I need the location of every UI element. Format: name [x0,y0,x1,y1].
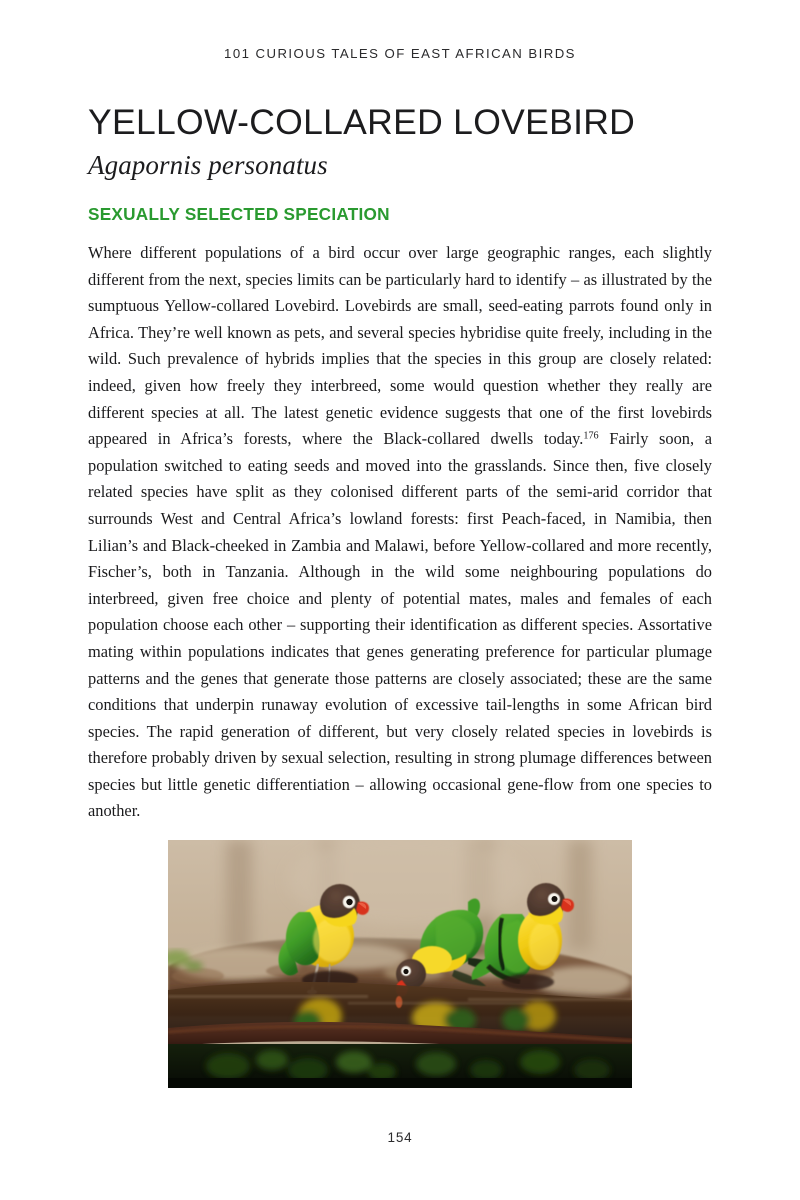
body-text-part-1: Where different populations of a bird occur over large geographic ranges, each slightly different from the next, species limits can be particularly hard to identify – as illustrated by the sumptuous Yellow-collared Lovebird. Lovebirds are small, seed-eating parrots found only in Africa. They’re well known as pets, and several species hybridise quite freely, including in the wild. Such prevalence of hybrids implies that the species in this group are closely related: indeed, given how freely they interbreed, some would question whether they really are different species at all. The latest genetic evidence suggests that one of the first lovebirds appeared in Africa’s forests, where the Black-collared dwells today. [88,243,712,449]
running-head: 101 CURIOUS TALES OF EAST AFRICAN BIRDS [224,46,576,61]
lovebird-photograph [168,840,632,1088]
page-title: YELLOW-COLLARED LOVEBIRD [88,102,636,142]
body-paragraph [88,240,712,825]
page-number: 154 [387,1130,413,1145]
photo-illustration [168,840,632,1088]
body-text-part-2: Fairly soon, a population switched to eating seeds and moved into the grasslands. Since then, five closely related species have split as they colonised different parts of the semi-arid corridor that surrounds West and Central Africa’s lowland forests: first Peach-faced, in Namibia, then Lilian’s and Black-cheeked in Zambia and Malawi, before Yellow-collared and more recently, Fischer’s, both in Tanzania. Although in the wild some neighbouring populations do interbreed, given free choice and plenty of potential mates, males and females of each population choose each other – supporting their identification as different species. Assortative mating within populations indicates that genes generating preference for particular plumage patterns and the genes that generate those patterns are closely associated; these are the same conditions that underpin runaway evolution of excessive tail-lengths in some African bird species. The rapid generation of different, but very closely related species in lovebirds is therefore probably driven by sexual selection, resulting in strong plumage differences between species but little genetic differentiation – allowing occasional gene-flow from one species to another. [88,429,712,821]
footnote-reference: 176 [583,430,599,442]
scientific-name: Agapornis personatus [88,149,328,180]
title-block [88,103,712,180]
section-heading: SEXUALLY SELECTED SPECIATION [88,204,390,224]
